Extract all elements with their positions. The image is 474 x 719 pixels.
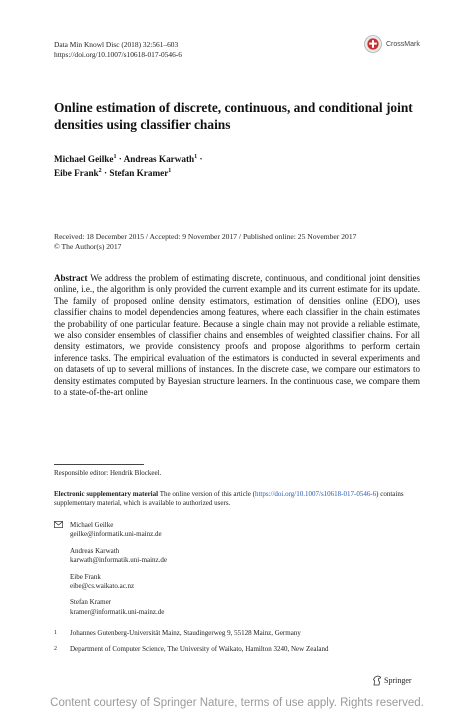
history-dates: Received: 18 December 2015 / Accepted: 9 November 2017 / Published online: 25 November 2017 bbox=[54, 232, 357, 241]
contact-entry bbox=[54, 547, 354, 566]
paper-title: Online estimation of discrete, continuous, and conditional joint densities using classifier chains bbox=[54, 100, 413, 132]
affiliation bbox=[54, 645, 422, 654]
affiliation-text: Johannes Gutenberg-Universität Mainz, Staudingerweg 9, 55128 Mainz, Germany bbox=[70, 629, 301, 637]
esm-text-after: ) contains supplementary material, which is available to authorized users. bbox=[54, 490, 404, 508]
esm-text-before: The online version of this article ( bbox=[159, 490, 255, 498]
author-name[interactable]: Michael Geilke bbox=[54, 154, 114, 165]
author-name[interactable]: Stefan Kramer bbox=[109, 168, 169, 179]
affiliation bbox=[54, 629, 422, 638]
author-affil-sup: 1 bbox=[194, 154, 198, 160]
footnote-divider bbox=[54, 464, 144, 465]
contact-email[interactable]: karwath@informatik.uni-mainz.de bbox=[70, 556, 168, 565]
contact-name: Eibe Frank bbox=[70, 572, 101, 581]
affiliation-number: 2 bbox=[54, 646, 57, 652]
contact-email[interactable]: kramer@informatik.uni-mainz.de bbox=[70, 607, 165, 616]
abstract bbox=[54, 273, 420, 398]
author-separator: · bbox=[118, 154, 122, 165]
crossmark-badge[interactable] bbox=[364, 35, 420, 53]
contact-name: Michael Geilke bbox=[70, 521, 114, 529]
contact-name: Andreas Karwath bbox=[70, 546, 120, 555]
abstract-label: Abstract bbox=[54, 273, 88, 283]
responsible-editor: Responsible editor: Hendrik Blockeel. bbox=[54, 469, 162, 477]
contact-name: Stefan Kramer bbox=[70, 598, 112, 607]
copyright-line: © The Author(s) 2017 bbox=[54, 242, 122, 252]
envelope-icon bbox=[54, 521, 70, 540]
publisher-name: Springer bbox=[384, 676, 412, 685]
doi-line[interactable]: https://doi.org/10.1007/s10618-017-0546-6 bbox=[54, 50, 182, 59]
contact-entry bbox=[54, 598, 354, 617]
author-name[interactable]: Andreas Karwath bbox=[123, 154, 195, 165]
author-separator: · bbox=[103, 168, 108, 179]
contact-entry bbox=[54, 521, 354, 540]
author-affil-sup: 1 bbox=[168, 168, 172, 175]
journal-citation: Data Min Knowl Disc (2018) 32:561–603 bbox=[54, 40, 179, 49]
publication-history bbox=[54, 232, 424, 252]
contact-email[interactable]: geilke@informatik.uni-mainz.de bbox=[70, 530, 162, 539]
supplementary-note bbox=[54, 490, 422, 509]
springer-horse-icon bbox=[372, 675, 382, 686]
contact-email[interactable]: eibe@cs.waikato.ac.nz bbox=[70, 582, 135, 591]
author-affil-sup: 1 bbox=[113, 154, 117, 160]
abstract-text: We address the problem of estimating discrete, continuous, and conditional joint densities online, i.e., the algorithm is only provided the current example and its current estimate for its update. The family of proposed online density estimators, estimation of densities online (EDO), uses classifier chains to model dependencies among features, where each classifier in the chain estimates the probability of one particular feature. Because a single chain may not provide a reliable estimate, we also consider ensembles of classifier chains and ensembles of weighted classifier chains. For all density estimators, we provide consistency proofs and propose algorithms to perform certain inference tasks. The empirical evaluation of the estimators is conducted in several experiments and on datasets of up to several millions of instances. In the discrete case, we compare our estimators to density estimates computed by Bayesian structure learners. In the continuous case, we compare them to a state-of-the-art online bbox=[54, 273, 420, 398]
courtesy-notice: Content courtesy of Springer Nature, terms of use apply. Rights reserved. bbox=[50, 697, 424, 709]
author-separator: · bbox=[199, 154, 203, 165]
author-list bbox=[54, 151, 424, 179]
affiliation-number: 1 bbox=[54, 630, 57, 636]
author-name[interactable]: Eibe Frank bbox=[54, 168, 99, 179]
contact-entry bbox=[54, 573, 354, 592]
affiliation-text: Department of Computer Science, The University of Waikato, Hamilton 3240, New Zealand bbox=[70, 645, 329, 653]
esm-link[interactable]: https://doi.org/10.1007/s10618-017-0546-6 bbox=[254, 490, 377, 498]
crossmark-icon bbox=[364, 35, 382, 53]
springer-logo bbox=[372, 675, 412, 686]
crossmark-label: CrossMark bbox=[386, 40, 420, 48]
author-affil-sup: 2 bbox=[98, 168, 102, 175]
esm-label: Electronic supplementary material bbox=[54, 490, 159, 498]
contact-list bbox=[54, 521, 354, 624]
journal-header bbox=[54, 40, 182, 60]
